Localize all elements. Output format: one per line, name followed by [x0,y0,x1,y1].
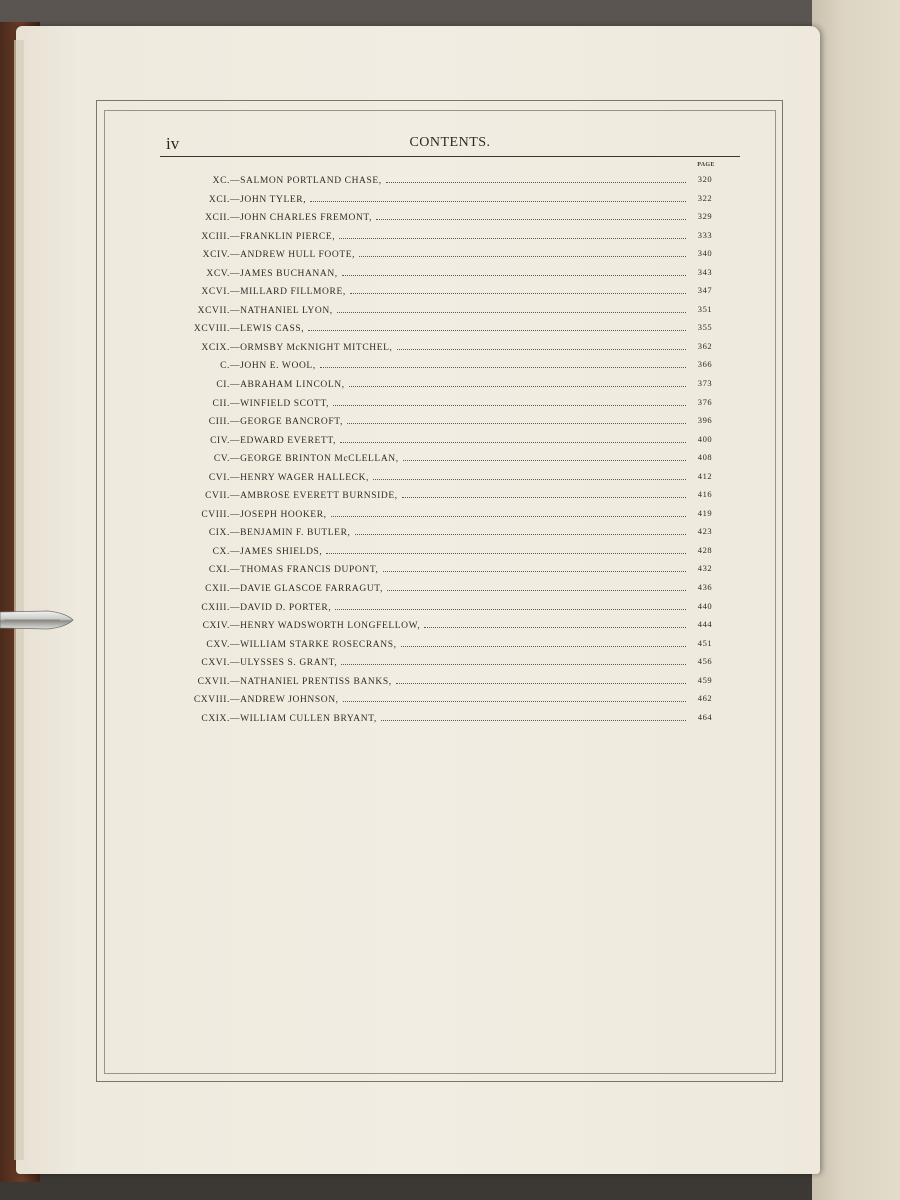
chapter-numeral: CIII. [208,417,230,428]
dot-leader [310,201,686,202]
chapter-page-number: 396 [697,415,713,426]
toc-entry [130,523,730,542]
dot-leader [335,609,686,610]
chapter-title: —ABRAHAM LINCOLN, [230,380,345,391]
chapter-numeral: CV. [213,454,230,465]
dot-leader [359,256,686,257]
page-column-label: PAGE [697,162,715,168]
chapter-numeral: CVI. [208,472,230,483]
chapter-numeral: C. [220,361,230,372]
chapter-page-number: 419 [697,507,713,518]
chapter-numeral: CXVII. [197,676,230,687]
toc-entry [130,190,730,209]
dot-leader [333,405,686,406]
chapter-title: —JAMES SHIELDS, [230,546,323,557]
chapter-title: —SALMON PORTLAND CHASE, [230,176,382,186]
toc-entry [130,301,730,320]
chapter-title: —WILLIAM STARKE ROSECRANS, [230,639,397,650]
toc-entry [130,208,730,227]
toc-entry [130,245,730,264]
toc-entry [130,690,730,709]
dot-leader [350,293,686,294]
chapter-page-number: 444 [697,619,713,630]
toc-entry [130,227,730,246]
chapter-page-number: 347 [697,285,713,296]
chapter-page-number: 459 [697,674,713,685]
toc-entry [130,394,730,413]
chapter-page-number: 366 [697,359,713,370]
chapter-page-number: 416 [697,489,713,500]
chapter-title: —BENJAMIN F. BUTLER, [230,528,351,539]
toc-entry [130,171,730,190]
toc-entry [130,468,730,487]
dot-leader [337,312,686,313]
chapter-title: —ULYSSES S. GRANT, [230,658,338,669]
toc-entry [130,264,730,283]
chapter-title: —DAVID D. PORTER, [230,602,332,613]
chapter-title: —ORMSBY McKNIGHT MITCHEL, [230,342,393,353]
chapter-page-number: 456 [697,656,713,667]
dot-leader [373,479,686,480]
page-edges [14,40,24,1160]
chapter-numeral: CIX. [208,528,230,539]
page-number: iv [166,134,180,153]
chapter-numeral: CIV. [210,435,230,446]
toc-entry [130,709,730,728]
dot-leader [347,423,686,424]
dot-leader [381,720,686,721]
chapter-page-number: 436 [697,582,713,593]
toc-entry [130,505,730,524]
toc-entry [130,356,730,375]
chapter-numeral: XCIV. [202,250,230,261]
chapter-numeral: CXIII. [201,602,230,613]
chapter-title: —GEORGE BANCROFT, [230,417,343,428]
chapter-page-number: 333 [697,229,713,240]
chapter-page-number: 400 [697,433,713,444]
toc-entry [130,431,730,450]
toc-entry [130,598,730,617]
chapter-title: —WINFIELD SCOTT, [230,398,330,409]
chapter-numeral: CVII. [205,491,230,502]
chapter-title: —JOHN E. WOOL, [230,361,316,372]
chapter-page-number: 408 [697,452,713,463]
chapter-page-number: 432 [697,563,713,574]
dot-leader [401,646,686,647]
dot-leader [326,553,686,554]
page-title: CONTENTS. [409,135,491,150]
chapter-numeral: CVIII. [201,509,230,520]
chapter-numeral: XCIX. [201,342,230,353]
chapter-numeral: CII. [212,398,230,409]
toc-entry [130,486,730,505]
toc-entry [130,653,730,672]
chapter-title: —GEORGE BRINTON McCLELLAN, [230,454,399,465]
dot-leader [339,238,686,239]
dot-leader [403,460,686,461]
dot-leader [402,497,686,498]
chapter-page-number: 412 [697,470,713,481]
header-rule [160,156,740,157]
chapter-page-number: 320 [697,174,713,184]
toc-entry [130,579,730,598]
bookmark-clip [0,608,74,632]
chapter-numeral: CXVIII. [193,695,230,706]
chapter-numeral: CXIV. [202,621,230,632]
chapter-numeral: XCI. [208,194,230,205]
chapter-title: —JOHN CHARLES FREMONT, [230,213,373,224]
dot-leader [349,386,686,387]
chapter-numeral: CXII. [205,584,230,595]
chapter-numeral: XCIII. [201,231,230,242]
chapter-title: —JAMES BUCHANAN, [230,268,338,279]
chapter-page-number: 440 [697,600,713,611]
dot-leader [424,627,686,628]
dot-leader [387,590,686,591]
chapter-page-number: 451 [697,637,713,648]
chapter-numeral: XCV. [206,268,230,279]
chapter-page-number: 322 [697,192,713,203]
dot-leader [320,367,686,368]
dot-leader [342,275,686,276]
toc-entry [130,319,730,338]
chapter-page-number: 376 [697,396,713,407]
chapter-title: —HENRY WAGER HALLECK, [230,472,369,483]
chapter-title: —NATHANIEL LYON, [230,305,333,316]
chapter-title: —FRANKLIN PIERCE, [230,231,336,242]
facing-page [812,0,900,1200]
dot-leader [331,516,686,517]
toc-entry [130,338,730,357]
chapter-page-number: 428 [697,544,713,555]
chapter-title: —LEWIS CASS, [230,324,305,335]
chapter-page-number: 362 [697,340,713,351]
chapter-page-number: 351 [697,303,713,314]
toc-entry [130,449,730,468]
toc-entry [130,672,730,691]
chapter-title: —MILLARD FILLMORE, [230,287,346,298]
toc-entry [130,375,730,394]
chapter-page-number: 340 [697,248,713,259]
toc-entry [130,560,730,579]
toc-entry [130,542,730,561]
chapter-numeral: CX. [212,546,230,557]
chapter-page-number: 464 [697,711,713,722]
toc-entry [130,282,730,301]
chapter-title: —HENRY WADSWORTH LONGFELLOW, [230,621,421,632]
chapter-page-number: 343 [697,266,713,277]
toc-entry [130,635,730,654]
chapter-page-number: 355 [697,322,713,333]
dot-leader [376,219,686,220]
toc-entry [130,412,730,431]
chapter-title: —ANDREW JOHNSON, [230,695,339,706]
chapter-numeral: CI. [216,380,230,391]
dot-leader [340,442,686,443]
chapter-title: —ANDREW HULL FOOTE, [230,250,356,261]
dot-leader [343,701,686,702]
chapter-title: —JOSEPH HOOKER, [230,509,327,520]
dot-leader [386,182,686,183]
dot-leader [355,534,686,535]
chapter-numeral: XCVIII. [193,324,230,335]
chapter-title: —NATHANIEL PRENTISS BANKS, [230,676,392,687]
dot-leader [308,330,686,331]
contents-list [130,171,730,727]
chapter-numeral: CXV. [206,639,230,650]
chapter-title: —THOMAS FRANCIS DUPONT, [230,565,379,576]
chapter-page-number: 373 [697,378,713,389]
chapter-numeral: XC. [212,176,230,186]
chapter-title: —EDWARD EVERETT, [230,435,336,446]
chapter-numeral: CXVI. [201,658,230,669]
chapter-page-number: 462 [697,693,713,704]
chapter-title: —JOHN TYLER, [230,194,307,205]
chapter-numeral: XCVI. [201,287,230,298]
chapter-numeral: CXI. [208,565,230,576]
dot-leader [397,349,686,350]
dot-leader [396,683,686,684]
chapter-page-number: 329 [697,211,713,222]
chapter-title: —AMBROSE EVERETT BURNSIDE, [230,491,398,502]
chapter-numeral: XCVII. [197,305,230,316]
dot-leader [341,664,686,665]
chapter-numeral: CXIX. [201,713,230,724]
dot-leader [383,571,686,572]
chapter-page-number: 423 [697,526,713,537]
toc-entry [130,616,730,635]
chapter-title: —WILLIAM CULLEN BRYANT, [230,713,377,724]
chapter-numeral: XCII. [205,213,230,224]
chapter-title: —DAVIE GLASCOE FARRAGUT, [230,584,383,595]
